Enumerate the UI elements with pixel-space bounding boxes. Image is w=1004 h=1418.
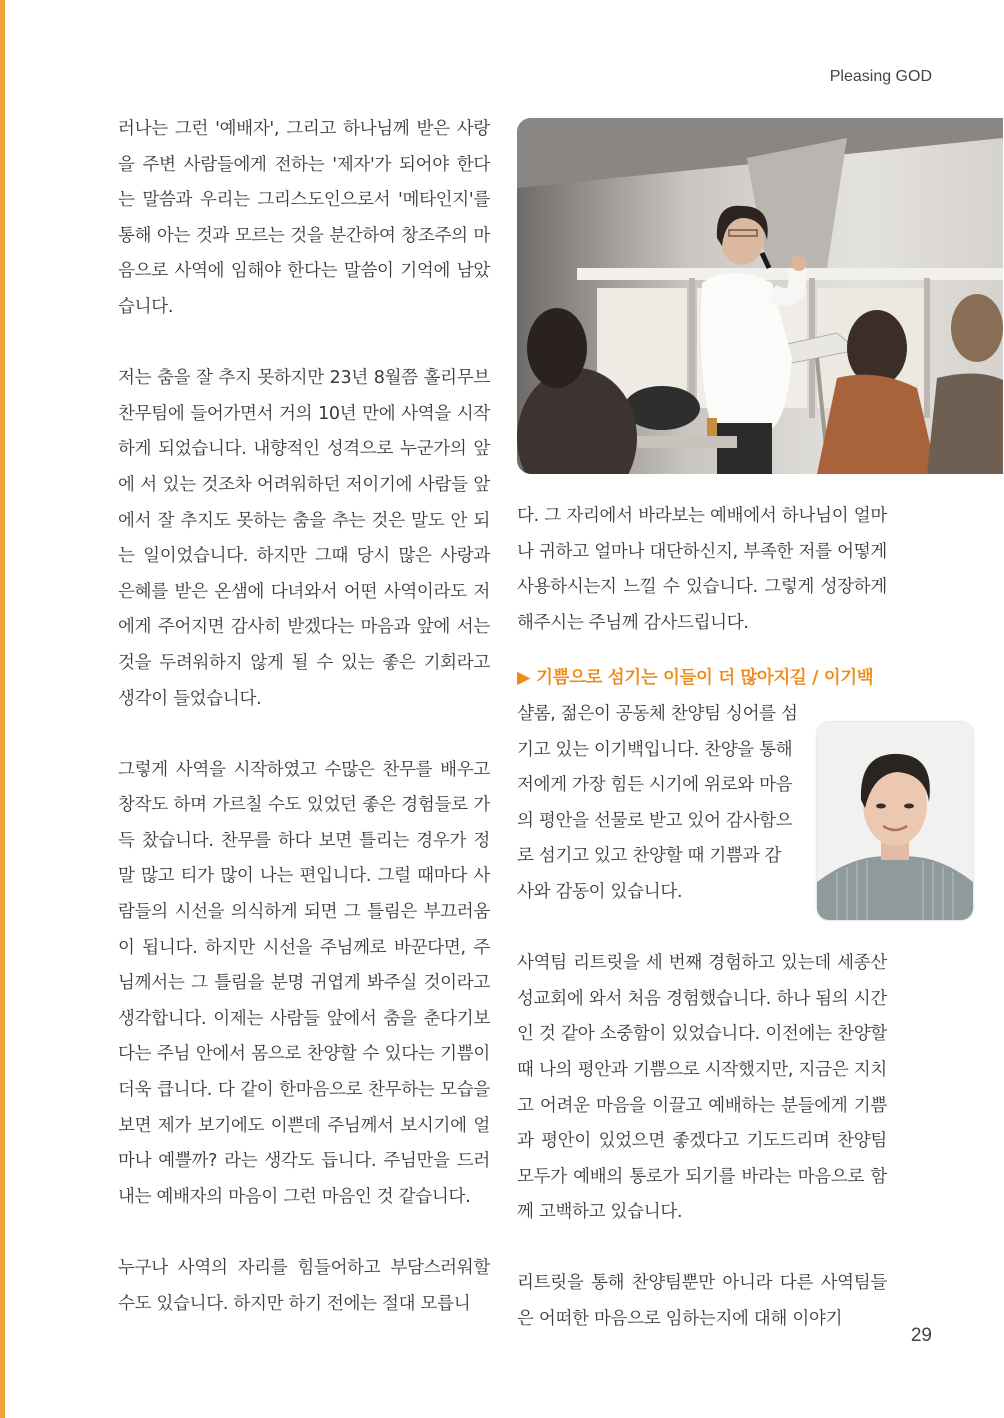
- body-paragraph: 저는 춤을 잘 추지 못하지만 23년 8월쯤 홀리무브 찬무팀에 들어가면서 거의 10년 만에 사역을 시작하게 되었습니다. 내향적인 성격으로 누군가의 앞에 서 있는 것조차 어려워하던 저이기에 사람들 앞에서 잘 추지도 못하는 춤을 추는 것은 말도 안 되는 일이었습니다. 하지만 그때 당시 많은 사랑과 은혜를 받은 온샘에 다녀와서 어떤 사역이라도 저에게 주어지면 감사히 받겠다는 마음과 앞에 서는 것을 두려워하지 않게 될 수 있는 좋은 기회라고 생각이 들었습니다.: [118, 368, 490, 709]
- body-paragraph: 리트릿을 통해 찬양팀뿐만 아니라 다른 사역팀들은 어떠한 마음으로 임하는지에 대해 이야기: [517, 1273, 887, 1330]
- triangle-marker-icon: ▶: [517, 668, 531, 689]
- intro-line: 샬롬, 젊은이 공동체 찬양팀 싱어를 섬: [517, 703, 798, 724]
- section-heading-text: 기쁨으로 섬기는 이들이 더 많아지길 / 이기백: [536, 668, 874, 689]
- body-paragraph: 사역팀 리트릿을 세 번째 경험하고 있는데 세종산성교회에 와서 처음 경험했습니다. 하나 됨의 시간인 것 같아 소중함이 있었습니다. 이전에는 찬양할 때 나의 평안과 기쁨으로 시작했지만, 지금은 지치고 어려운 마음을 이끌고 예배하는 분들에게 기쁨과 평안이 있었으면 좋겠다고 기도드리며 찬양팀 모두가 예배의 통로가 되기를 바라는 마음으로 함께 고백하고 있습니다.: [517, 953, 887, 1223]
- body-paragraph: 누구나 사역의 자리를 힘들어하고 부담스러워할 수도 있습니다. 하지만 하기 전에는 절대 모릅니: [118, 1258, 490, 1314]
- intro-line: 로 섬기고 있고 찬양할 때 기쁨과 감: [517, 846, 782, 867]
- intro-line: 사와 감동이 있습니다.: [517, 881, 683, 902]
- page-number: 29: [910, 1325, 932, 1346]
- intro-line: 의 평안을 선물로 받고 있어 감사함으: [517, 810, 793, 831]
- body-paragraph: 다. 그 자리에서 바라보는 예배에서 하나님이 얼마나 귀하고 얼마나 대단하신지, 부족한 저를 어떻게 사용하시는지 느낄 수 있습니다. 그렇게 성장하게 해주시는 주님께 감사드립니다.: [517, 506, 887, 633]
- profile-photo: [817, 722, 973, 920]
- running-header: Pleasing GOD: [829, 68, 932, 85]
- body-paragraph: 러나는 그런 '예배자', 그리고 하나님께 받은 사랑을 주변 사람들에게 전하는 '제자'가 되어야 한다는 말씀과 우리는 그리스도인으로서 '메타인지'를 통해 아는 것과 모르는 것을 분간하여 창조주의 마음으로 사역에 임해야 한다는 말씀이 기억에 남았습니다.: [118, 119, 490, 317]
- body-paragraph: 그렇게 사역을 시작하였고 수많은 찬무를 배우고 창작도 하며 가르칠 수도 있었던 좋은 경험들로 가득 찼습니다. 찬무를 하다 보면 틀리는 경우가 정말 많고 티가 많이 나는 편입니다. 그럴 때마다 사람들의 시선을 의식하게 되면 그 틀림은 부끄러움이 됩니다. 하지만 시선을 주님께로 바꾼다면, 주님께서는 그 틀림을 분명 귀엽게 봐주실 것이라고 생각합니다. 이제는 사람들 앞에서 춤을 춘다기보다는 주님 안에서 몸으로 찬양할 수 있다는 기쁨이 더욱 큽니다. 다 같이 한마음으로 찬무하는 모습을 보면 제가 보기에도 이쁜데 주님께서 보시기에 얼마나 예쁠까? 라는 생각도 듭니다. 주님만을 드러내는 예배자의 마음이 그런 마음인 것 같습니다.: [118, 759, 490, 1207]
- intro-line: 기고 있는 이기백입니다. 찬양을 통해: [517, 739, 793, 760]
- left-column: [118, 112, 490, 1322]
- speaker-photo: [517, 118, 1003, 474]
- intro-line: 저에게 가장 힘든 시기에 위로와 마음: [517, 775, 793, 796]
- page-edge-strip: [0, 0, 5, 1418]
- section-heading: [517, 661, 887, 697]
- intro-paragraph: [517, 697, 809, 911]
